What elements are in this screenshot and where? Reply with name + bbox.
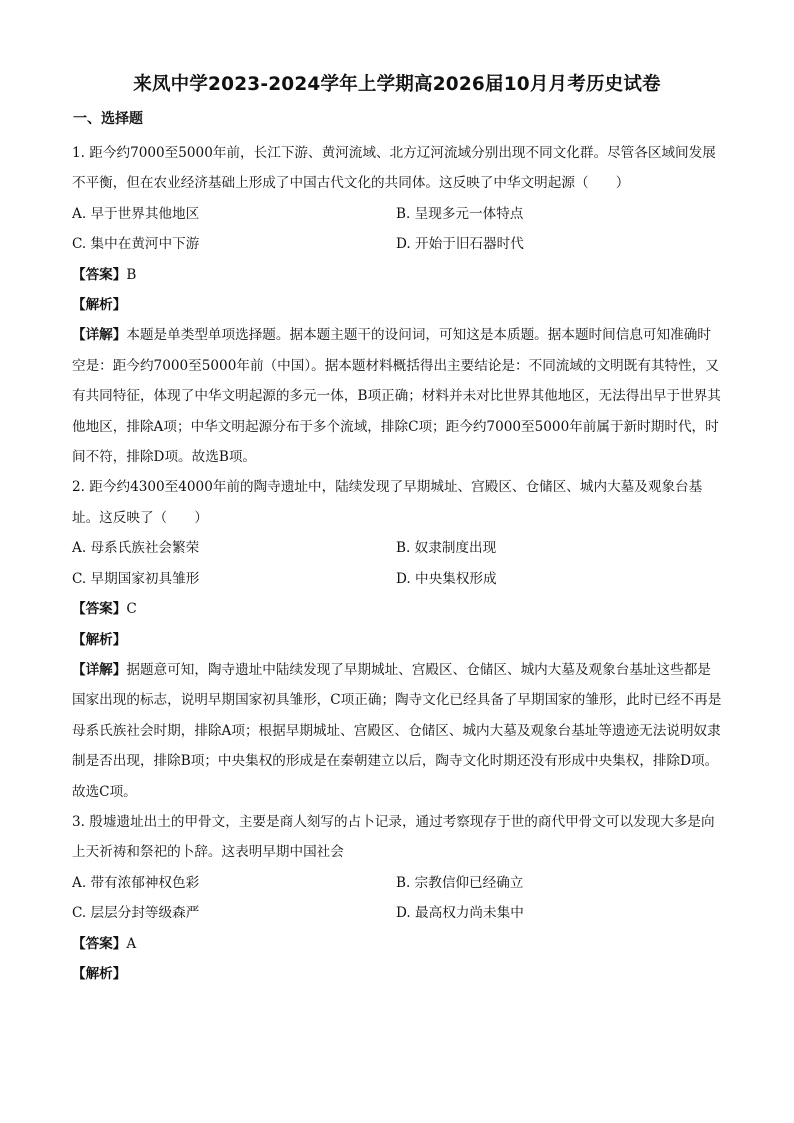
- detail-tag: 【详解】: [72, 327, 127, 344]
- option-b: B. 宗教信仰已经确立: [396, 874, 524, 891]
- option-d: D. 最高权力尚未集中: [396, 905, 524, 922]
- question-1: [72, 138, 724, 472]
- answer-line: [72, 594, 724, 624]
- question-stem: 1. 距今约7000至5000年前，长江下游、黄河流域、北方辽河流域分别出现不同文化群。尽管各区域间发展不平衡，但在农业经济基础上形成了中国古代文化的共同体。这反映了中华文明起源（ ）: [72, 145, 716, 192]
- page-title: 来凤中学2023-2024学年上学期高2026届10月月考历史试卷: [133, 74, 661, 95]
- answer-tag: 【答案】: [72, 935, 127, 952]
- option-c: C. 层层分封等级森严: [72, 905, 200, 922]
- option-c: C. 早期国家初具雏形: [72, 570, 200, 587]
- question-stem: 3. 殷墟遗址出土的甲骨文，主要是商人刻写的占卜记录，通过考察现存于世的商代甲骨文可以发现大多是向上天祈祷和祭祀的卜辞。这表明早期中国社会: [72, 813, 715, 861]
- detail-paragraph: [72, 320, 724, 472]
- answer-value: B: [126, 266, 137, 283]
- option-a: A. 带有浓郁神权色彩: [72, 874, 200, 891]
- option-b: B. 奴隶制度出现: [396, 540, 497, 557]
- questions-container: [72, 138, 724, 989]
- answer-value: A: [126, 935, 137, 952]
- answer-line: [72, 929, 724, 959]
- question-3: [72, 807, 724, 989]
- question-options: [72, 199, 724, 260]
- analysis-tag: 【解析】: [72, 297, 127, 314]
- detail-tag: 【详解】: [72, 661, 127, 678]
- option-d: D. 开始于旧石器时代: [396, 236, 524, 253]
- answer-line: [72, 260, 724, 290]
- question-options: [72, 533, 724, 594]
- question-options: [72, 868, 724, 929]
- option-a: A. 母系氏族社会繁荣: [72, 540, 200, 557]
- answer-tag: 【答案】: [72, 601, 127, 618]
- analysis-tag: 【解析】: [72, 631, 127, 648]
- option-c: C. 集中在黄河中下游: [72, 236, 200, 253]
- detail-text: 据题意可知，陶寺遗址中陆续发现了早期城址、宫殿区、仓储区、城内大墓及观象台基址这些都是国家出现的标志，说明早期国家初具雏形，C项正确；陶寺文化已经具备了早期国家的雏形，此时已经不再是母系氏族社会时期，排除A项；根据早期城址、宫殿区、仓储区、城内大墓及观象台基址等遗迹无法说明奴隶制是否出现，排除B项；中央集权的形成是在秦朝建立以后，陶寺文化时期还没有形成中央集权，排除D项。故选C项。: [72, 661, 722, 800]
- option-a: A. 早于世界其他地区: [72, 205, 200, 222]
- answer-tag: 【答案】: [72, 266, 127, 283]
- option-d: D. 中央集权形成: [396, 570, 497, 587]
- answer-value: C: [126, 601, 137, 618]
- detail-paragraph: [72, 655, 724, 807]
- option-b: B. 呈现多元一体特点: [396, 205, 524, 222]
- question-2: [72, 472, 724, 806]
- question-stem: 2. 距今约4300至4000年前的陶寺遗址中，陆续发现了早期城址、宫殿区、仓储区、城内大墓及观象台基址。这反映了（ ）: [72, 479, 703, 526]
- detail-text: 本题是单类型单项选择题。据本题主题干的设问词，可知这是本质题。据本题时间信息可知准确时空是：距今约7000至5000年前（中国）。据本题材料概括得出主要结论是：不同流域的文明既有其特性，又有共同特征，体现了中华文明起源的多元一体，B项正确；材料并未对比世界其他地区，无法得出早于世界其他地区，排除A项；中华文明起源分布于多个流域，排除C项；距今约7000至5000年前属于新时期时代，时间不符，排除D项。故选B项。: [72, 327, 721, 466]
- section-title: 一、选择题: [73, 111, 143, 127]
- analysis-tag: 【解析】: [72, 965, 127, 982]
